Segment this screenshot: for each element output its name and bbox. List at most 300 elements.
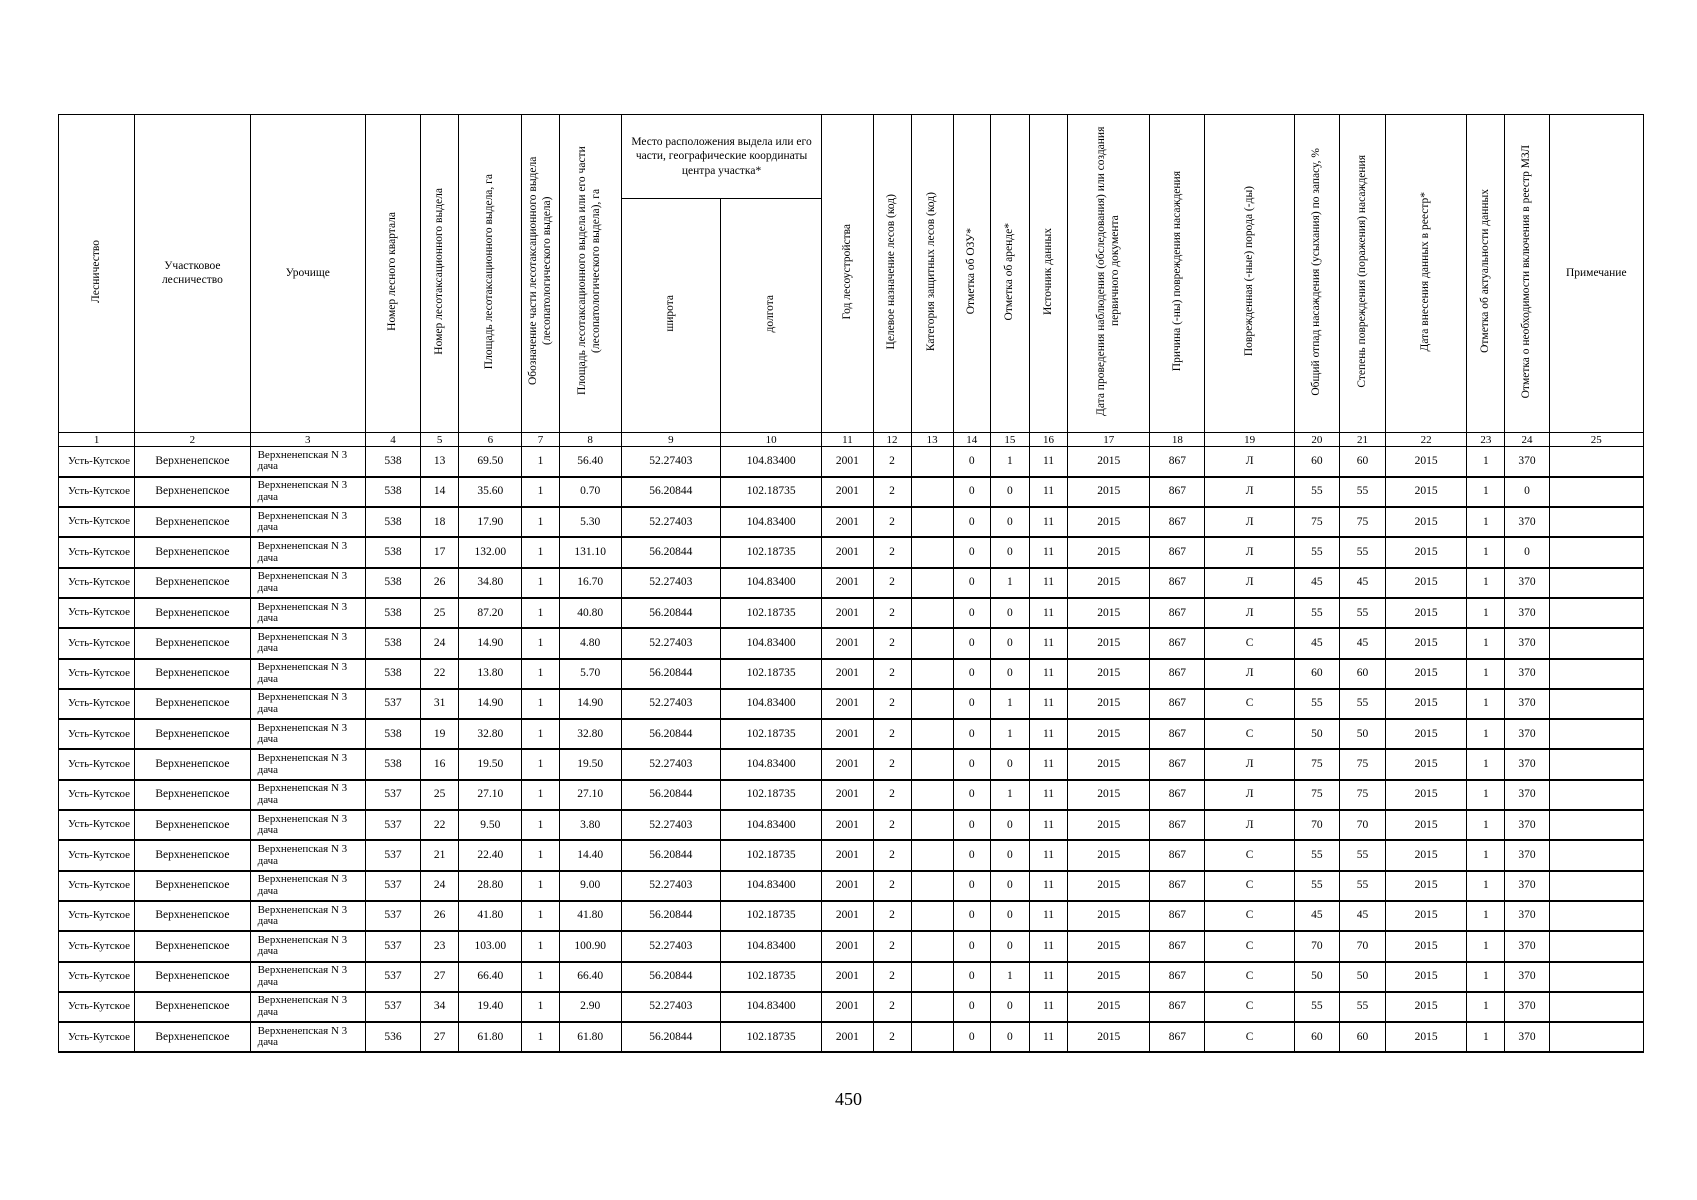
table-cell: 2015	[1386, 1022, 1467, 1052]
header-latitude: широта	[621, 199, 720, 433]
table-cell: 52.27403	[621, 447, 720, 477]
table-cell: 537	[365, 962, 420, 992]
table-cell: Усть-Кутское	[59, 810, 135, 840]
table-cell: 2001	[822, 1022, 873, 1052]
table-cell: 56.20844	[621, 537, 720, 567]
table-cell: 867	[1150, 992, 1205, 1022]
table-cell	[1549, 840, 1643, 870]
table-cell: Усть-Кутское	[59, 598, 135, 628]
table-cell: 2015	[1068, 477, 1150, 507]
header-damage-cause: Причина (-ны) повреждения насаждения	[1150, 115, 1205, 433]
table-cell: 2015	[1068, 689, 1150, 719]
table-cell: Верхненепское	[135, 537, 250, 567]
column-number: 19	[1205, 433, 1294, 447]
table-cell: 2001	[822, 992, 873, 1022]
table-cell: С	[1205, 992, 1294, 1022]
table-cell: 2015	[1386, 962, 1467, 992]
table-cell: 11	[1029, 447, 1067, 477]
table-cell: 2	[873, 931, 911, 961]
table-cell: 104.83400	[721, 447, 822, 477]
table-cell	[1549, 871, 1643, 901]
table-cell: Верхненепское	[135, 931, 250, 961]
table-cell	[911, 992, 953, 1022]
table-cell: 2015	[1386, 840, 1467, 870]
table-cell	[911, 719, 953, 749]
table-cell: 2015	[1068, 901, 1150, 931]
table-cell: 370	[1505, 992, 1549, 1022]
table-cell	[911, 628, 953, 658]
table-cell: Верхненепское	[135, 719, 250, 749]
table-cell: 1	[990, 689, 1029, 719]
column-number: 24	[1505, 433, 1549, 447]
table-cell: 2015	[1068, 568, 1150, 598]
table-cell: 55	[1339, 992, 1385, 1022]
table-cell	[1549, 689, 1643, 719]
table-cell: Усть-Кутское	[59, 568, 135, 598]
header-registry-date: Дата внесения данных в реестр*	[1386, 115, 1467, 433]
header-observation-date: Дата проведения наблюдения (обследования) или создания первичного документа	[1068, 115, 1150, 433]
table-cell: 17.90	[459, 507, 522, 537]
table-cell: Верхненепское	[135, 598, 250, 628]
header-allotment-number: Номер лесотаксационного выдела	[421, 115, 459, 433]
table-cell: 104.83400	[721, 568, 822, 598]
table-cell: 1	[522, 659, 559, 689]
header-allotment-part: Обозначение части лесотаксационного выдела (лесопатологического выдела)	[522, 115, 559, 433]
table-cell: 370	[1505, 659, 1549, 689]
table-cell: 867	[1150, 840, 1205, 870]
table-cell: Верхненепская N 3 дача	[250, 901, 365, 931]
table-row	[59, 477, 1644, 507]
table-cell: 0	[990, 598, 1029, 628]
header-allotment-area: Площадь лесотаксационного выдела, га	[459, 115, 522, 433]
table-cell: 56.20844	[621, 477, 720, 507]
table-cell: Верхненепская N 3 дача	[250, 780, 365, 810]
table-cell: 867	[1150, 871, 1205, 901]
table-cell: 1	[1467, 447, 1505, 477]
column-number: 23	[1467, 433, 1505, 447]
table-cell: 2	[873, 447, 911, 477]
table-cell: 19	[421, 719, 459, 749]
table-cell: 11	[1029, 477, 1067, 507]
table-cell: 1	[522, 689, 559, 719]
table-cell: 538	[365, 598, 420, 628]
table-cell: 55	[1294, 992, 1339, 1022]
table-cell: 50	[1294, 719, 1339, 749]
column-number: 6	[459, 433, 522, 447]
header-forestry: Лесничество	[59, 115, 135, 433]
table-cell: 1	[990, 780, 1029, 810]
table-cell: 0	[953, 871, 990, 901]
table-cell: С	[1205, 871, 1294, 901]
table-cell: 2001	[822, 719, 873, 749]
table-cell: 61.80	[459, 1022, 522, 1052]
table-cell: 11	[1029, 962, 1067, 992]
table-cell	[1549, 659, 1643, 689]
table-row	[59, 598, 1644, 628]
table-cell: Верхненепская N 3 дача	[250, 689, 365, 719]
table-cell: 102.18735	[721, 962, 822, 992]
table-cell: 1	[1467, 689, 1505, 719]
table-cell	[1549, 1022, 1643, 1052]
table-cell: 1	[1467, 992, 1505, 1022]
table-cell: 2015	[1068, 447, 1150, 477]
table-cell: 2	[873, 962, 911, 992]
table-cell: 75	[1294, 780, 1339, 810]
table-cell: 102.18735	[721, 659, 822, 689]
table-cell: 0	[953, 689, 990, 719]
table-cell: 2001	[822, 780, 873, 810]
table-cell: 0	[953, 992, 990, 1022]
table-cell: 537	[365, 931, 420, 961]
table-row	[59, 780, 1644, 810]
table-cell: 102.18735	[721, 598, 822, 628]
table-cell: 0	[953, 931, 990, 961]
table-cell: 538	[365, 537, 420, 567]
table-cell: 2015	[1386, 598, 1467, 628]
table-cell	[1549, 931, 1643, 961]
table-cell: Верхненепское	[135, 871, 250, 901]
table-cell: 55	[1339, 477, 1385, 507]
table-row	[59, 568, 1644, 598]
table-cell: 2015	[1386, 659, 1467, 689]
table-cell: 1	[1467, 931, 1505, 961]
table-cell: 0	[953, 901, 990, 931]
table-cell: 22	[421, 810, 459, 840]
table-cell: 56.20844	[621, 840, 720, 870]
table-cell: Усть-Кутское	[59, 477, 135, 507]
table-header	[59, 115, 1644, 447]
table-cell: 2015	[1068, 992, 1150, 1022]
table-cell: 45	[1339, 628, 1385, 658]
table-cell: 19.40	[459, 992, 522, 1022]
table-cell	[911, 810, 953, 840]
table-cell: 102.18735	[721, 477, 822, 507]
table-cell: 1	[1467, 871, 1505, 901]
table-cell: 2	[873, 992, 911, 1022]
table-cell: 0	[990, 659, 1029, 689]
table-cell: 14.90	[559, 689, 621, 719]
table-cell: 2015	[1386, 447, 1467, 477]
table-cell: 55	[1294, 689, 1339, 719]
table-cell: 102.18735	[721, 719, 822, 749]
table-cell: 52.27403	[621, 628, 720, 658]
table-cell: 0	[953, 719, 990, 749]
column-number: 5	[421, 433, 459, 447]
table-cell	[1549, 962, 1643, 992]
table-cell: 104.83400	[721, 871, 822, 901]
table-cell: С	[1205, 628, 1294, 658]
table-cell: 1	[1467, 749, 1505, 779]
table-cell: 538	[365, 507, 420, 537]
table-cell: 55	[1294, 477, 1339, 507]
table-cell: 2015	[1386, 689, 1467, 719]
table-cell: С	[1205, 1022, 1294, 1052]
table-cell: Верхненепская N 3 дача	[250, 810, 365, 840]
table-cell: 370	[1505, 598, 1549, 628]
table-cell: 370	[1505, 810, 1549, 840]
table-cell: 2001	[822, 659, 873, 689]
table-cell: С	[1205, 931, 1294, 961]
table-cell: Верхненепская N 3 дача	[250, 931, 365, 961]
table-row	[59, 901, 1644, 931]
column-number: 11	[822, 433, 873, 447]
table-cell: Верхненепская N 3 дача	[250, 628, 365, 658]
table-cell: 537	[365, 780, 420, 810]
table-cell: 0.70	[559, 477, 621, 507]
table-cell	[1549, 749, 1643, 779]
table-cell: 11	[1029, 1022, 1067, 1052]
table-cell: 0	[953, 568, 990, 598]
table-cell: 66.40	[559, 962, 621, 992]
table-cell: 1	[522, 568, 559, 598]
table-cell: 17	[421, 537, 459, 567]
table-cell: 538	[365, 568, 420, 598]
header-longitude: долгота	[721, 199, 822, 433]
table-cell: 52.27403	[621, 749, 720, 779]
table-cell: 41.80	[559, 901, 621, 931]
table-cell: 2001	[822, 477, 873, 507]
table-cell: 1	[1467, 810, 1505, 840]
table-cell: 50	[1339, 962, 1385, 992]
table-cell: 103.00	[459, 931, 522, 961]
table-row	[59, 507, 1644, 537]
table-cell: 370	[1505, 749, 1549, 779]
table-cell: 370	[1505, 719, 1549, 749]
table-cell: 1	[1467, 507, 1505, 537]
table-cell: 35.60	[459, 477, 522, 507]
table-cell: 1	[522, 901, 559, 931]
table-cell: 56.20844	[621, 598, 720, 628]
table-cell: 2001	[822, 931, 873, 961]
table-cell: 0	[953, 447, 990, 477]
table-cell: 27	[421, 962, 459, 992]
table-cell: Л	[1205, 507, 1294, 537]
table-cell: 1	[522, 810, 559, 840]
table-cell: 52.27403	[621, 871, 720, 901]
table-cell: 0	[1505, 477, 1549, 507]
table-cell: 2	[873, 719, 911, 749]
table-cell: Верхненепская N 3 дача	[250, 537, 365, 567]
table-cell: Л	[1205, 659, 1294, 689]
table-cell: 2015	[1386, 719, 1467, 749]
table-row	[59, 537, 1644, 567]
table-cell: 2015	[1068, 871, 1150, 901]
table-cell: Усть-Кутское	[59, 962, 135, 992]
table-cell: 2001	[822, 537, 873, 567]
table-cell: 370	[1505, 507, 1549, 537]
table-cell: 1	[1467, 659, 1505, 689]
table-cell: Верхненепское	[135, 780, 250, 810]
table-cell: 2	[873, 810, 911, 840]
table-cell: 0	[990, 931, 1029, 961]
table-cell: 70	[1294, 931, 1339, 961]
table-cell	[911, 659, 953, 689]
table-cell: 4.80	[559, 628, 621, 658]
table-cell: 1	[522, 1022, 559, 1052]
table-cell: 1	[1467, 537, 1505, 567]
header-inventory-year: Год лесоустройства	[822, 115, 873, 433]
table-cell: 2001	[822, 568, 873, 598]
table-cell: Верхненепское	[135, 901, 250, 931]
table-cell: 2015	[1386, 780, 1467, 810]
table-cell: 56.20844	[621, 780, 720, 810]
table-cell: 2001	[822, 598, 873, 628]
table-cell: 55	[1339, 840, 1385, 870]
table-cell: 867	[1150, 477, 1205, 507]
table-cell: 1	[522, 447, 559, 477]
table-cell: 70	[1294, 810, 1339, 840]
column-number: 2	[135, 433, 250, 447]
table-cell: 52.27403	[621, 992, 720, 1022]
table-cell: 21	[421, 840, 459, 870]
table-cell: 2015	[1068, 931, 1150, 961]
table-cell: Усть-Кутское	[59, 689, 135, 719]
table-cell: 5.30	[559, 507, 621, 537]
table-cell: 14	[421, 477, 459, 507]
table-cell: Верхненепское	[135, 507, 250, 537]
table-cell: 55	[1339, 689, 1385, 719]
table-cell: С	[1205, 719, 1294, 749]
column-number: 21	[1339, 433, 1385, 447]
table-cell: 2001	[822, 871, 873, 901]
table-cell	[1549, 719, 1643, 749]
table-cell: Усть-Кутское	[59, 447, 135, 477]
table-cell: Л	[1205, 598, 1294, 628]
table-cell: 1	[1467, 901, 1505, 931]
table-cell: 370	[1505, 568, 1549, 598]
header-location-group: Место расположения выдела или его части, географические координаты центра участка*	[621, 115, 822, 199]
table-cell: 2015	[1068, 780, 1150, 810]
table-cell: Л	[1205, 810, 1294, 840]
table-cell: 50	[1294, 962, 1339, 992]
table-row	[59, 628, 1644, 658]
table-cell	[911, 962, 953, 992]
table-cell: 22.40	[459, 840, 522, 870]
header-tract: Урочище	[250, 115, 365, 433]
table-cell: 0	[953, 477, 990, 507]
table-cell: 0	[990, 749, 1029, 779]
table-cell: 61.80	[559, 1022, 621, 1052]
table-cell: 56.20844	[621, 901, 720, 931]
table-cell	[1549, 780, 1643, 810]
table-cell: 11	[1029, 659, 1067, 689]
table-cell: 2	[873, 1022, 911, 1052]
table-cell: 537	[365, 901, 420, 931]
table-cell: Верхненепская N 3 дача	[250, 749, 365, 779]
table-cell: 0	[990, 537, 1029, 567]
table-cell: Усть-Кутское	[59, 931, 135, 961]
table-cell	[911, 871, 953, 901]
table-cell: Усть-Кутское	[59, 840, 135, 870]
table-cell: 2015	[1068, 537, 1150, 567]
table-cell: 19.50	[559, 749, 621, 779]
table-cell: 55	[1294, 598, 1339, 628]
column-number: 4	[365, 433, 420, 447]
table-row	[59, 871, 1644, 901]
table-cell: 11	[1029, 780, 1067, 810]
table-cell: 1	[1467, 568, 1505, 598]
column-number: 18	[1150, 433, 1205, 447]
table-cell: 1	[522, 780, 559, 810]
header-purpose-code: Целевое назначение лесов (код)	[873, 115, 911, 433]
table-cell: 56.20844	[621, 962, 720, 992]
column-number: 3	[250, 433, 365, 447]
table-cell: 2001	[822, 507, 873, 537]
table-cell	[1549, 628, 1643, 658]
table-cell: 0	[990, 1022, 1029, 1052]
table-cell: 55	[1339, 871, 1385, 901]
table-cell: 1	[522, 871, 559, 901]
table-cell: Усть-Кутское	[59, 659, 135, 689]
table-cell: Верхненепское	[135, 689, 250, 719]
table-cell: 2	[873, 871, 911, 901]
table-cell: 26	[421, 568, 459, 598]
header-mzl-registry-mark: Отметка о необходимости включения в реестр МЗЛ	[1505, 115, 1549, 433]
table-cell: 2015	[1068, 1022, 1150, 1052]
table-cell: 16	[421, 749, 459, 779]
table-cell: С	[1205, 962, 1294, 992]
table-cell: 23	[421, 931, 459, 961]
table-row	[59, 992, 1644, 1022]
table-cell: Усть-Кутское	[59, 871, 135, 901]
table-row	[59, 840, 1644, 870]
table-cell: 55	[1294, 840, 1339, 870]
header-part-area: Площадь лесотаксационного выдела или его части (лесопатологического выдела), га	[559, 115, 621, 433]
table-cell: 370	[1505, 1022, 1549, 1052]
table-cell: 0	[990, 901, 1029, 931]
table-cell: 25	[421, 780, 459, 810]
table-cell: 14.90	[459, 689, 522, 719]
table-cell: 370	[1505, 840, 1549, 870]
table-cell: 24	[421, 871, 459, 901]
table-cell: Усть-Кутское	[59, 901, 135, 931]
table-cell	[1549, 598, 1643, 628]
table-cell: 1	[522, 507, 559, 537]
table-cell	[911, 477, 953, 507]
table-cell	[1549, 992, 1643, 1022]
table-cell: 5.70	[559, 659, 621, 689]
table-cell: Верхненепская N 3 дача	[250, 840, 365, 870]
table-cell: 11	[1029, 537, 1067, 567]
table-cell: 13.80	[459, 659, 522, 689]
table-row	[59, 810, 1644, 840]
table-cell: 2	[873, 507, 911, 537]
table-cell: 1	[522, 598, 559, 628]
table-cell: 867	[1150, 901, 1205, 931]
table-cell: 52.27403	[621, 810, 720, 840]
table-cell	[1549, 477, 1643, 507]
table-cell	[911, 901, 953, 931]
table-cell: 1	[990, 447, 1029, 477]
table-cell: 45	[1339, 901, 1385, 931]
table-cell	[1549, 447, 1643, 477]
table-cell: 11	[1029, 810, 1067, 840]
table-cell: 60	[1339, 1022, 1385, 1052]
table-cell: 75	[1294, 749, 1339, 779]
table-cell: Л	[1205, 537, 1294, 567]
table-cell: 104.83400	[721, 931, 822, 961]
table-cell: 2	[873, 659, 911, 689]
table-cell: 0	[990, 477, 1029, 507]
table-cell	[1549, 537, 1643, 567]
table-cell: 104.83400	[721, 810, 822, 840]
table-cell: 2015	[1068, 659, 1150, 689]
table-cell: 2015	[1386, 507, 1467, 537]
header-damaged-species: Поврежденная (-ные) порода (-ды)	[1205, 115, 1294, 433]
table-cell: 2	[873, 901, 911, 931]
table-cell: 2001	[822, 749, 873, 779]
table-cell	[911, 507, 953, 537]
